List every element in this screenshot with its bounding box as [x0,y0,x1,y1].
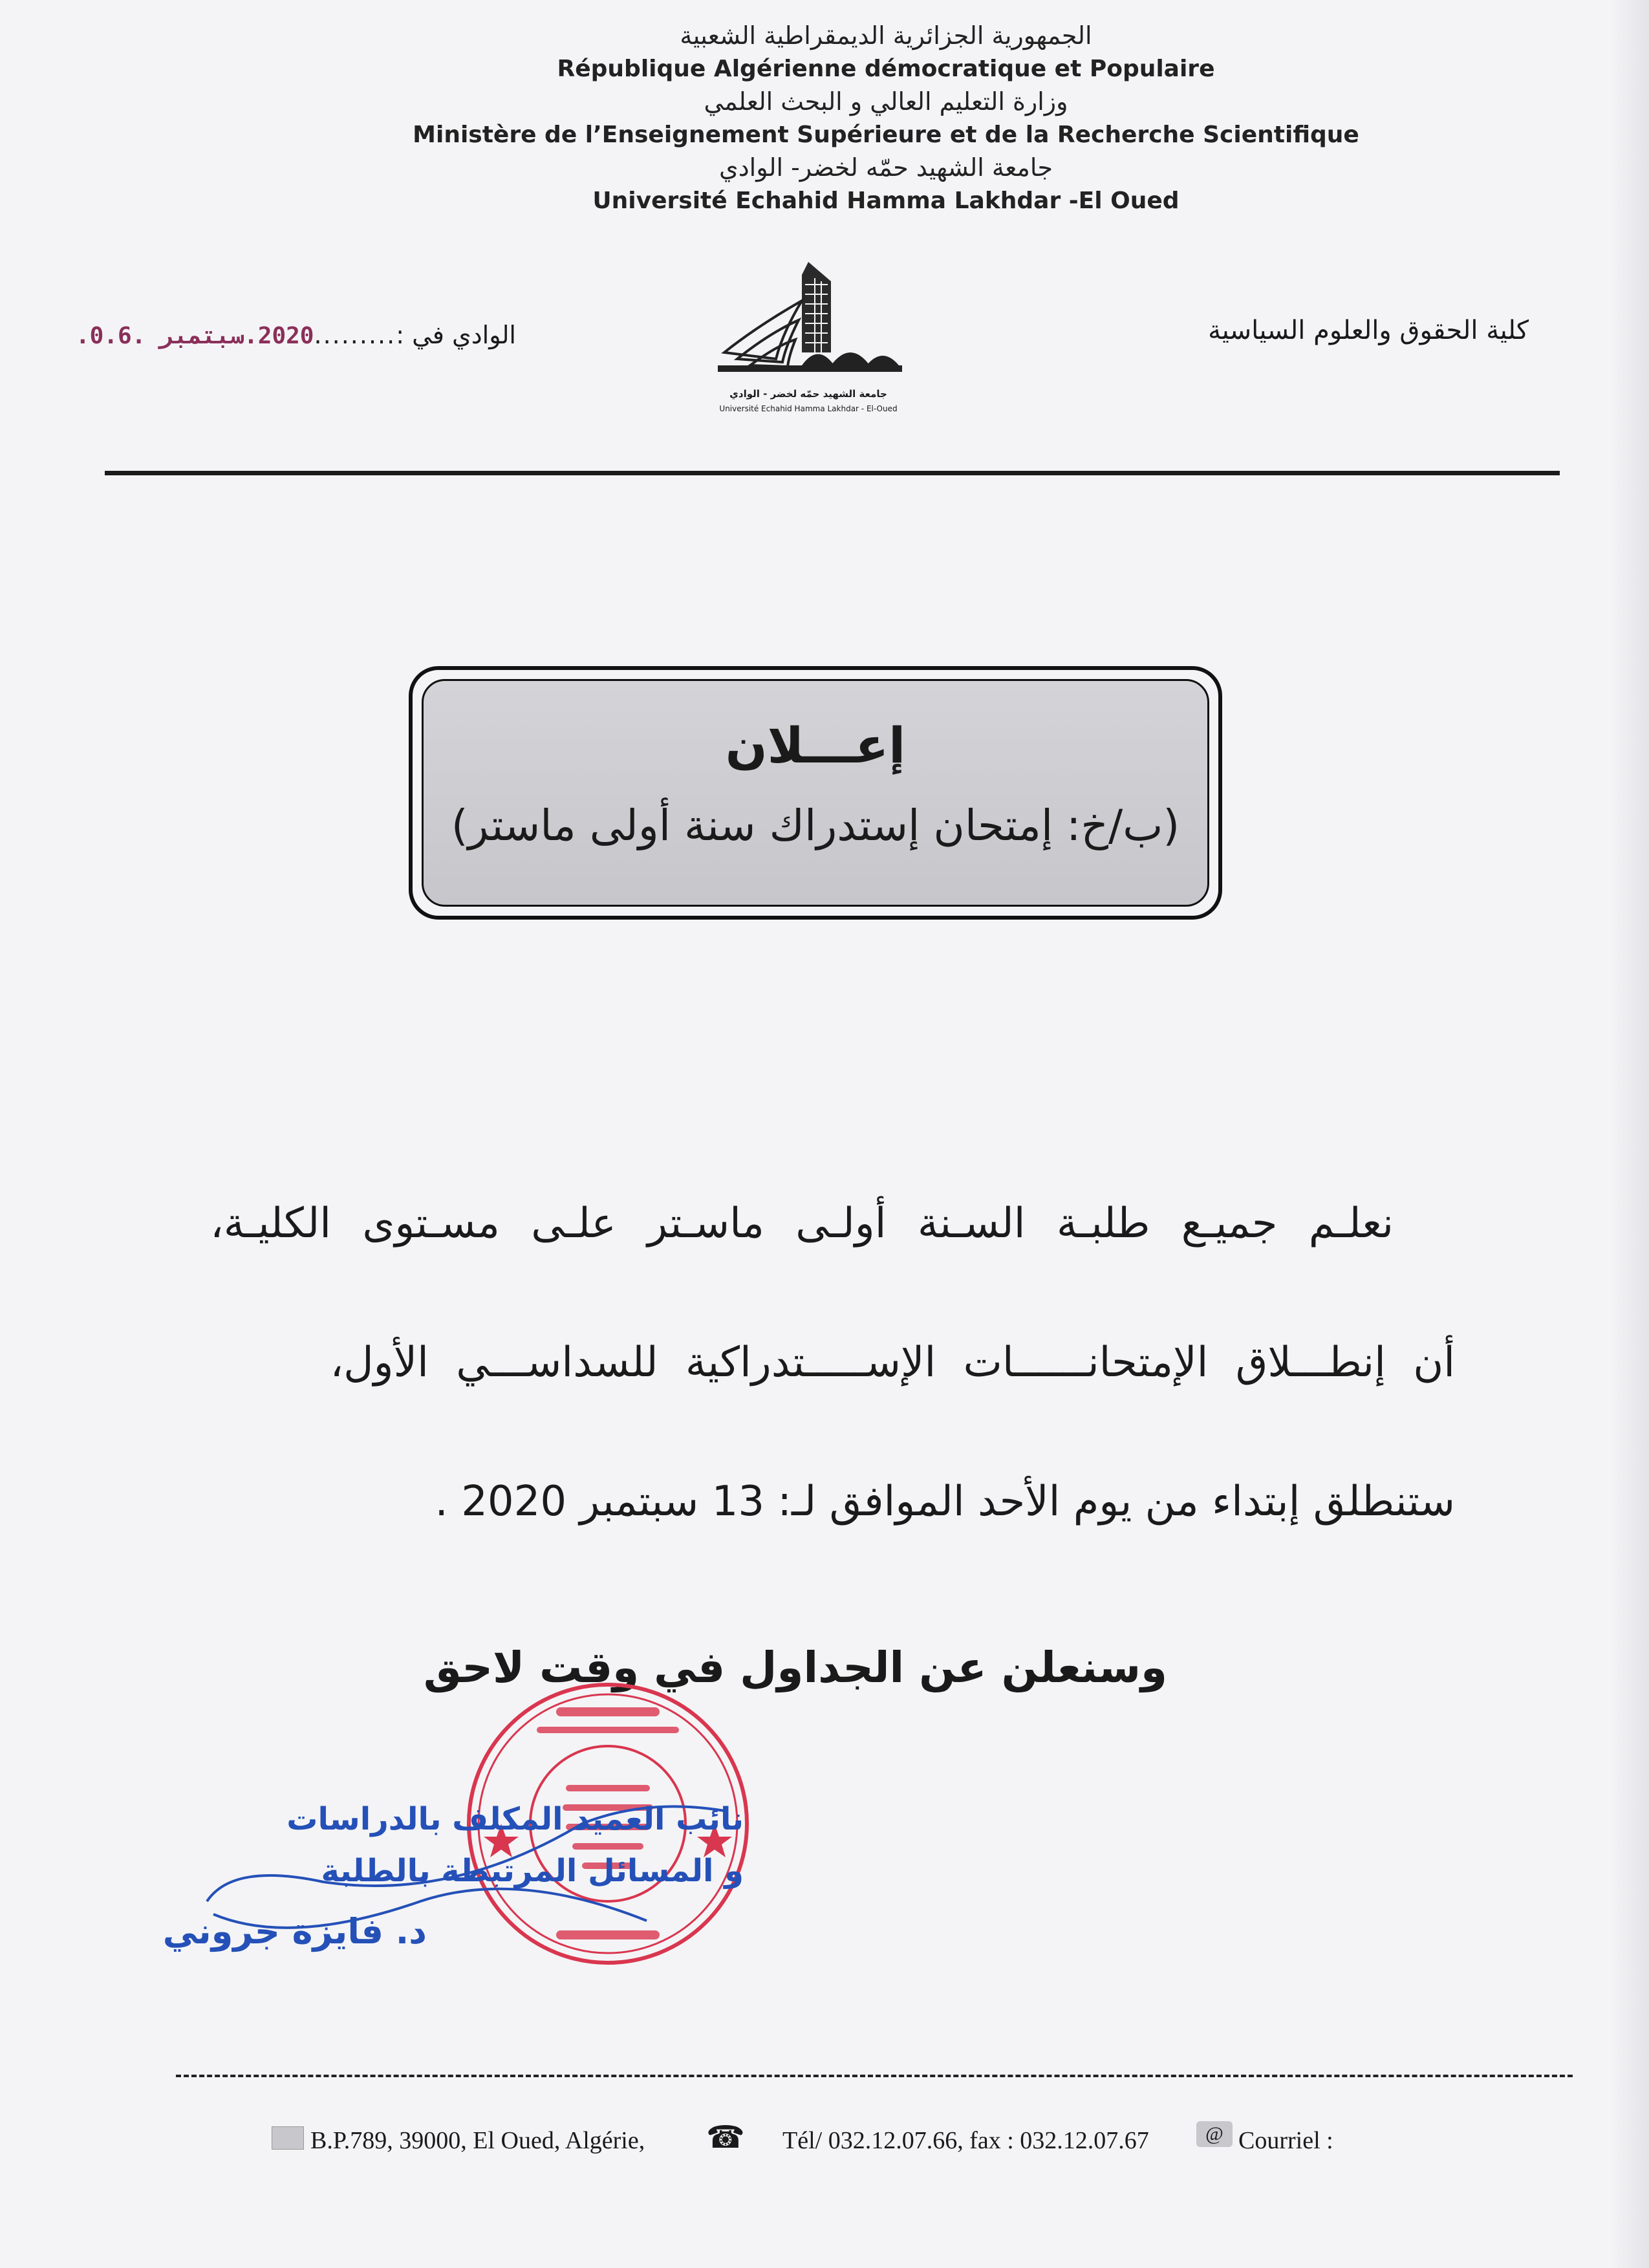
body-line-1: نعلـم جميـع طلبـة السـنة أولـى ماسـتر علـى مسـتوى الكليـة، [210,1200,1394,1247]
telephone-icon: ☎ [706,2121,745,2155]
envelope-icon [272,2126,304,2150]
date-dots: ......... [314,321,396,349]
announcement-box-inner [422,679,1209,907]
signature-title-line1: نائب العميد المكلف بالدراسات [286,1801,744,1837]
header-ministry-ar: وزارة التعليم العالي و البحث العلمي [704,87,1068,116]
signature-name: د. فايزة جروني [162,1911,427,1952]
header-divider [105,471,1560,475]
footer-email-label: Courriel : [1238,2127,1333,2154]
header-ministry-fr: Ministère de l’Enseignement Supérieure et de la Recherche Scientifique [413,122,1359,148]
email-icon: @ [1196,2121,1233,2147]
footer-contact [272,2121,1436,2165]
announcement-subtitle: (ب/خ: إمتحان إستدراك سنة أولى ماستر) [451,801,1180,850]
announcement-box [409,666,1222,920]
body-line-3: ستنطلق إبتداء من يوم الأحد الموافق لـ: 13 سبتمبر 2020 . [435,1478,1455,1526]
signature-title-line2: و المسائل المرتبطة بالطلبة [321,1853,744,1889]
footer-divider [176,2075,1573,2077]
date-line [75,321,516,349]
footer-phone: Tél/ 032.12.07.66, fax : 032.12.07.67 [782,2127,1149,2154]
logo-caption-ar: جامعة الشهيد حمّه لخضر - الوادي [729,388,887,400]
header-university-fr: Université Echahid Hamma Lakhdar -El Oued [592,188,1180,214]
date-label: الوادي في : [396,321,516,349]
body-line-2: أن إنطـــلاق الإمتحانــــــات الإســـــتدراكية للسداســـي الأول، [330,1339,1455,1387]
header-republic-fr: République Algérienne démocratique et Populaire [557,56,1215,82]
footer-address: B.P.789, 39000, El Oued, Algérie, [310,2127,645,2154]
date-stamp: 2020.سبتمبر .0.6. [75,323,314,349]
faculty-name: كلية الحقوق والعلوم السياسية [1208,316,1529,345]
document-header [323,19,1449,217]
logo-caption-fr: Université Echahid Hamma Lakhdar - El-Oued [719,404,898,413]
header-republic-ar: الجمهورية الجزائرية الديمقراطية الشعبية [680,21,1092,50]
announcement-title: إعـــلان [725,717,906,774]
header-university-ar: جامعة الشهيد حمّه لخضر- الوادي [719,153,1053,182]
closing-statement: وسنعلن عن الجداول في وقت لاحق [423,1643,1168,1692]
scan-edge [1610,0,1649,2268]
